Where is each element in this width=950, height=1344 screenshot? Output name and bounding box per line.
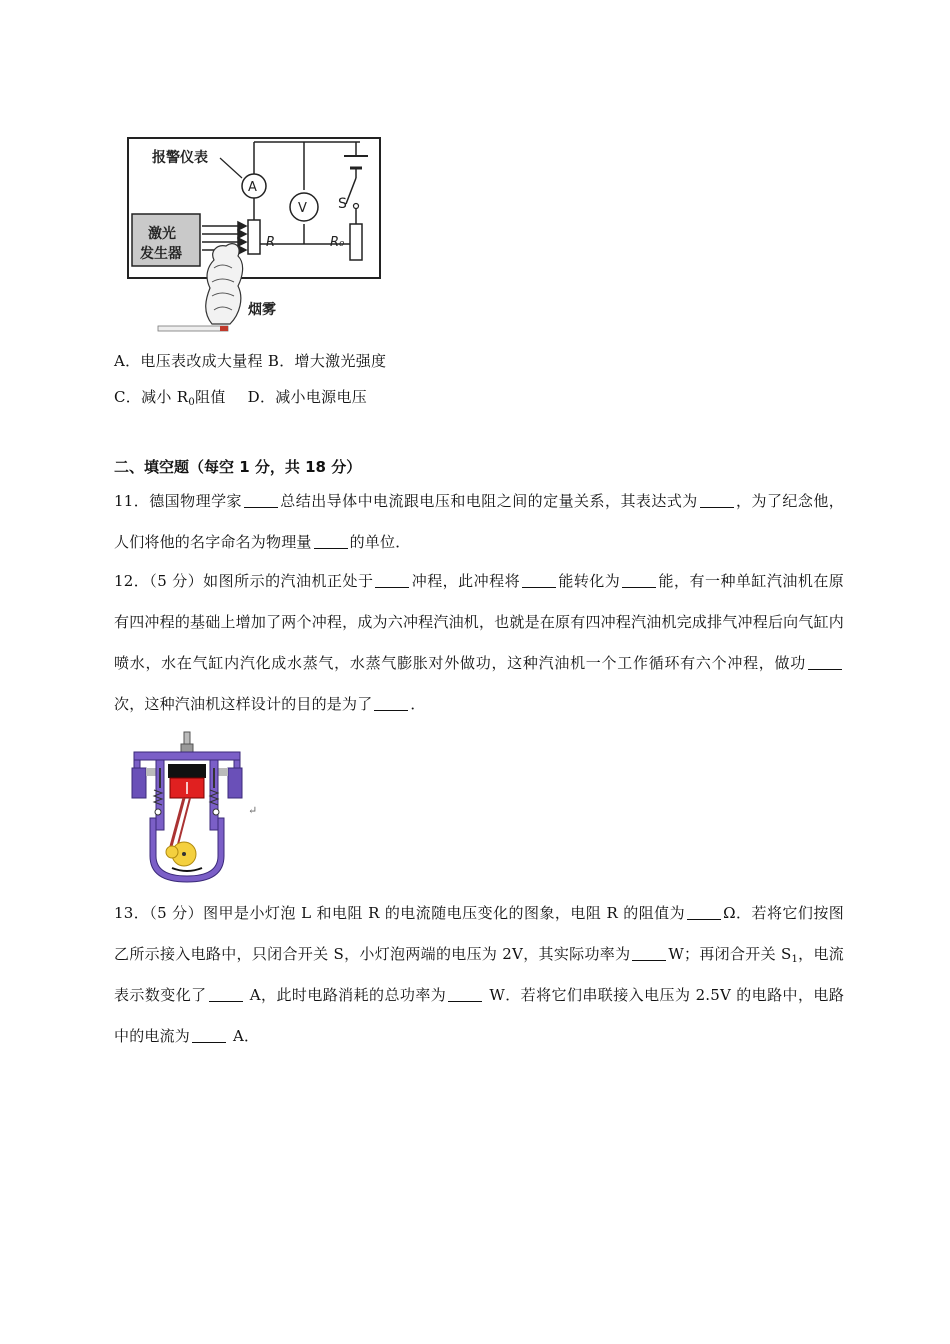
answer-blank[interactable] (522, 572, 556, 588)
smoke-label: 烟雾 (248, 302, 276, 318)
r-label: R (266, 235, 276, 250)
options-row-cd (114, 386, 367, 407)
r0-label: R₀ (330, 235, 345, 250)
answer-blank[interactable] (622, 572, 656, 588)
option-b: B．增大激光强度 (267, 352, 387, 370)
smoke-alarm-circuit-figure (110, 128, 390, 340)
voltmeter-symbol: V (298, 201, 307, 216)
laser-label-line2: 发生器 (140, 246, 182, 262)
alarm-meter-label: 报警仪表 (152, 150, 208, 166)
laser-label-line1: 激光 (148, 226, 176, 242)
ammeter-symbol: A (248, 180, 257, 195)
option-c: C．减小 $R_0$阻值 (114, 388, 226, 408)
answer-blank[interactable] (808, 654, 842, 670)
options-row-ab (114, 350, 386, 371)
answer-blank[interactable] (192, 1027, 226, 1043)
question-11: 11．德国物理学家 总结出导体中电流跟电压和电阻之间的定量关系，其表达式为 ，为了纪念他，人们将他的名字命名为物理量 的单位． (114, 492, 845, 551)
question-12: 12．（5 分）如图所示的汽油机正处于 冲程，此冲程将 能转化为 能，有一种单缸汽油机在原有四冲程的基础上增加了两个冲程，成为六冲程汽油机，也就是在原有四冲程汽油机完成排气冲程后向气缸内喷水，水在气缸内汽化成水蒸气，水蒸气膨胀对外做功，这种汽油机一个工作循环有六个冲程，做功次，这种汽油机这样设计的目的是为了 ． (114, 572, 845, 713)
carriage-return-mark: ↵ (248, 804, 258, 817)
answer-blank[interactable] (700, 492, 734, 508)
answer-blank[interactable] (448, 986, 482, 1002)
answer-blank[interactable] (375, 572, 409, 588)
answer-blank[interactable] (687, 904, 721, 920)
option-d: D．减小电源电压 (247, 388, 368, 406)
question-13: 13．（5 分）图甲是小灯泡 L 和电阻 R 的电流随电压变化的图象，电阻 R 的阻值为 Ω．若将它们按图乙所示接入电路中，只闭合开关 S，小灯泡两端的电压为 2V，其实际功率为 W；再闭合开关 $S_1$，电流表示数变化了 A，此时电路消耗的总功率为 W．若将它们串联接入电压为 2.5V 的电路中，电路中的电流为 A． (114, 904, 845, 1045)
option-a: A．电压表改成大量程 (114, 352, 263, 370)
answer-blank[interactable] (314, 533, 348, 549)
switch-label: S (338, 196, 347, 212)
answer-blank[interactable] (374, 695, 408, 711)
gasoline-engine-figure (130, 728, 246, 888)
answer-blank[interactable] (632, 945, 666, 961)
answer-blank[interactable] (209, 986, 243, 1002)
section-title: 二、填空题（每空 1 分，共 18 分） (114, 458, 362, 476)
answer-blank[interactable] (244, 492, 278, 508)
